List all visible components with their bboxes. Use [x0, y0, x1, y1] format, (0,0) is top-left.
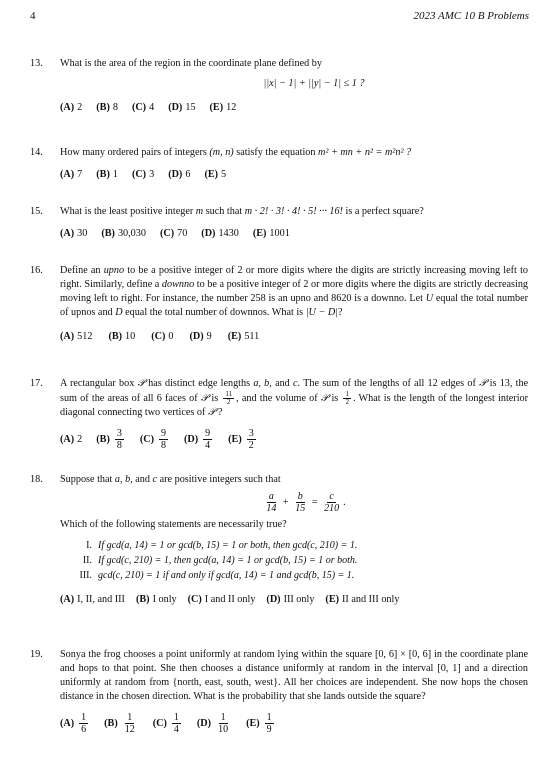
problem-text: Suppose that a, b, and c are positive integers such that — [60, 474, 281, 485]
problem-text: A rectangular box 𝒫 has distinct edge lengths a, b, and c. The sum of the lengths of all 12 edges of 𝒫 is 13, the sum of the areas of all 6 faces of 𝒫 is $\frac{11}{2}$ , and the volume of 𝒫 is $\frac{1}{2}$ . What is the length of the longest interior diagonal connecting two vertices of 𝒫 ? — [60, 378, 529, 418]
statement-list — [60, 538, 528, 583]
choice-a: (A) 2 — [60, 433, 83, 445]
problem-19 — [30, 648, 528, 735]
choice-c: (C) I and II only — [187, 594, 256, 605]
choice-d: (D) $\frac{9}{4}$ — [184, 428, 211, 451]
fraction-area: $\frac{11}{2}$ — [225, 390, 233, 406]
choice-a: (A) 7 — [60, 169, 83, 180]
choice-e: (E) $\frac{1}{9}$ — [246, 712, 272, 735]
answer-choices — [60, 227, 528, 241]
choice-c: (C) 70 — [159, 228, 188, 239]
problem-13 — [30, 57, 528, 115]
choice-e: (E) $\frac{3}{2}$ — [228, 428, 254, 451]
problem-number: 13. — [30, 58, 43, 69]
answer-choices — [60, 712, 528, 735]
choice-d: (D) $\frac{1}{10}$ — [196, 712, 229, 735]
problem-number: 19. — [30, 649, 43, 660]
statement-iii: III. gcd(c, 210) = 1 if and only if gcd(a, 14) = 1 and gcd(b, 15) = 1. — [79, 570, 355, 581]
problem-15 — [30, 205, 528, 241]
choice-d: (D) III only — [266, 594, 315, 605]
choice-d: (D) 1430 — [201, 228, 239, 239]
problem-text: Define an upno to be a positive integer of 2 or more digits where the digits are strictly increasing moving left to right. Similarly, define a downno to be a positive integer of 2 or more digits where the digits are strictly decreasing moving left to right. For instance, the number 258 is an upno and 8620 is a downno. Let U equal the total number of upnos and D equal the total number of downnos. What is |U − D|? — [60, 265, 529, 318]
problem-text: What is the area of the region in the coordinate plane defined by — [60, 58, 322, 69]
choice-e: (E) II and III only — [325, 594, 400, 605]
choice-e: (E) 5 — [204, 169, 227, 180]
choice-e: (E) 12 — [209, 102, 237, 113]
problem-text: How many ordered pairs of integers (m, n) satisfy the equation m² + mn + n² = m²n² ? — [60, 147, 412, 158]
choice-a: (A) 512 — [60, 331, 93, 342]
choice-b: (B) 30,030 — [101, 228, 146, 239]
choice-c: (C) $\frac{9}{8}$ — [139, 428, 166, 451]
problem-16 — [30, 264, 528, 344]
choice-b: (B) I only — [135, 594, 177, 605]
display-inequality: ||x| − 1| + ||y| − 1| ≤ 1 ? — [263, 78, 365, 89]
question-text: Which of the following statements are necessarily true? — [60, 519, 287, 530]
choice-e: (E) 1001 — [252, 228, 290, 239]
statement-ii: II. If gcd(c, 210) = 1, then gcd(a, 14) = 1 or gcd(b, 15) = 1 or both. — [82, 555, 358, 566]
choice-b: (B) 1 — [96, 169, 118, 180]
problem-number: 17. — [30, 378, 43, 389]
page-header-title: 2023 AMC 10 B Problems — [413, 10, 529, 22]
choice-d: (D) 15 — [168, 102, 196, 113]
answer-choices — [60, 330, 528, 344]
choice-a: (A) 30 — [60, 228, 88, 239]
problem-text: What is the least positive integer m such that m · 2! · 3! · 4! · 5! ··· 16! is a perfect square? — [60, 206, 424, 217]
problem-number: 14. — [30, 147, 43, 158]
problem-18 — [30, 473, 528, 607]
page-number: 4 — [30, 10, 36, 22]
problem-17 — [30, 377, 528, 451]
choice-a: (A) 2 — [60, 102, 83, 113]
statement-i: I. If gcd(a, 14) = 1 or gcd(b, 15) = 1 or both, then gcd(c, 210) = 1. — [86, 540, 358, 551]
problem-number: 15. — [30, 206, 43, 217]
answer-choices — [60, 101, 528, 115]
choice-c: (C) $\frac{1}{4}$ — [152, 712, 179, 735]
problem-number: 18. — [30, 474, 43, 485]
choice-c: (C) 3 — [131, 169, 155, 180]
choice-a: (A) I, II, and III — [60, 594, 125, 605]
choice-c: (C) 4 — [131, 102, 155, 113]
display-equation: $\frac{a}{14}$ + $\frac{b}{15}$ = $\frac{c}{210}$ . — [266, 491, 346, 514]
problem-number: 16. — [30, 265, 43, 276]
choice-b: (B) $\frac{1}{12}$ — [104, 712, 135, 735]
problem-text: Sonya the frog chooses a point uniformly at random lying within the square [0, 6] × [0, 6] in the coordinate plane and hops to that point. She then chooses a distance uniformly at random in the interval [0, 1] and a direction uniformly at random from {north, east, south, west}. All her choices are independent. She now hops the chosen distance in the chosen direction. What is the probability that she lands outside the square? — [60, 649, 528, 702]
answer-choices — [60, 593, 528, 607]
choice-b: (B) $\frac{3}{8}$ — [96, 428, 122, 451]
choice-c: (C) 0 — [151, 331, 174, 342]
choice-e: (E) 511 — [227, 331, 260, 342]
answer-choices — [60, 168, 528, 182]
problem-14 — [30, 146, 528, 182]
choice-a: (A) $\frac{1}{6}$ — [60, 712, 87, 735]
fraction-volume: $\frac{1}{2}$ — [345, 390, 349, 406]
choice-d: (D) 6 — [168, 169, 191, 180]
choice-b: (B) 10 — [108, 331, 136, 342]
answer-choices — [60, 428, 528, 451]
choice-b: (B) 8 — [96, 102, 118, 113]
choice-d: (D) 9 — [189, 331, 212, 342]
